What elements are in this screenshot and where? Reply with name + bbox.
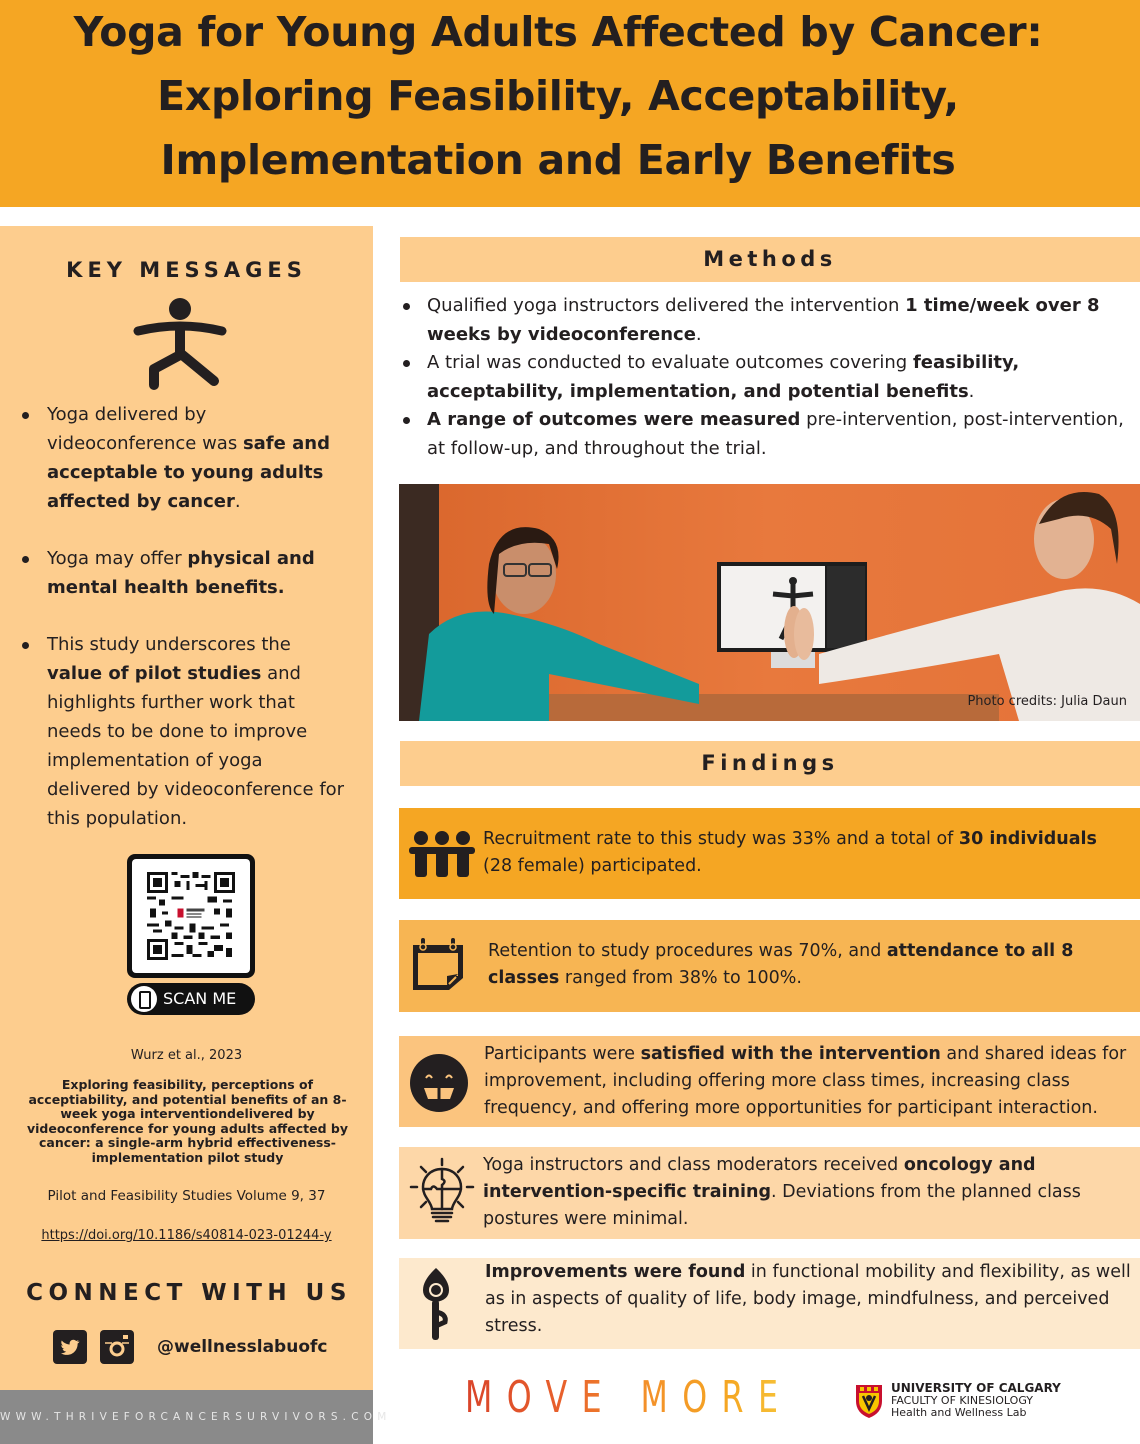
instagram-icon[interactable] [100,1330,134,1364]
yoga-pose-icon [130,297,230,392]
faculty-name: FACULTY OF KINESIOLOGY [891,1393,1034,1407]
lightbulb-puzzle-icon [409,1157,475,1229]
tree-pose-icon [419,1266,453,1342]
page-title [0,0,1116,192]
finding-text: Improvements were found in functional mobility and flexibility, as well as in aspects of quality of life, body image, mindfulness, and perceived stress. [485,1262,1131,1336]
finding-text: Participants were satisfied with the intervention and shared ideas for improvement, including offering more class times, increasing class frequency, and offering more opportunities for participant interaction. [484,1044,1127,1118]
twitter-icon[interactable] [53,1330,87,1364]
header-banner [0,0,1140,207]
key-messages-list [18,400,348,861]
website-footer[interactable]: WWW.THRIVEFORCANCERSURVIVORS.COM [0,1390,373,1444]
key-messages-title: KEY MESSAGES [66,258,307,282]
doi-link[interactable]: https://doi.org/10.1186/s40814-023-01244-y [41,1228,332,1243]
title-line-3: Implementation and Early Benefits [160,136,956,184]
university-text [891,1382,1061,1420]
finding-recruitment [399,808,1140,899]
methods-heading: Methods [400,237,1140,282]
finding-satisfaction [399,1036,1140,1127]
university-logo [855,1382,1061,1420]
group-people-icon [409,830,475,878]
university-name: UNIVERSITY OF CALGARY [891,1381,1061,1395]
lab-name: Health and Wellness Lab [891,1406,1027,1419]
finding-text: Recruitment rate to this study was 33% and a total of 30 individuals (28 female) participated. [483,829,1097,876]
methods-item: Qualified yoga instructors delivered the intervention 1 time/week over 8 weeks by videoconference. [400,292,1140,349]
scan-me-label: SCAN ME [163,989,237,1008]
methods-item: A range of outcomes were measured pre-intervention, post-intervention, at follow-up, and throughout the trial. [400,406,1140,463]
methods-list [400,292,1140,464]
citation-journal: Pilot and Feasibility Studies Volume 9, 37 [47,1188,326,1204]
methods-item: A trial was conducted to evaluate outcomes covering feasibility, acceptability, implementation, and potential benefits. [400,349,1140,406]
phone-icon [131,986,157,1012]
findings-heading: Findings [400,741,1140,786]
photo-illustration [399,484,1140,721]
finding-retention [399,920,1140,1012]
move-more-text: MOVE MORE [465,1372,793,1423]
social-links [53,1329,327,1365]
calendar-icon [409,936,467,992]
finding-improvements [399,1258,1140,1349]
title-line-1: Yoga for Young Adults Affected by Cancer: [73,8,1043,56]
citation-author: Wurz et al., 2023 [130,1048,243,1063]
title-line-2: Exploring Feasibility, Acceptability, [157,72,959,120]
qr-code[interactable] [127,854,255,978]
finding-text: Retention to study procedures was 70%, and attendance to all 8 classes ranged from 38% to 100%. [488,941,1074,988]
connect-title: CONNECT WITH US [26,1280,352,1306]
key-message-item: Yoga delivered by videoconference was safe and acceptable to young adults affected by cancer. [18,400,348,516]
qr-code-pattern [147,872,235,960]
finding-training [399,1147,1140,1239]
yoga-photo [399,484,1140,721]
photo-credit: Photo credits: Julia Daun [967,694,1127,709]
move-more-logo [465,1372,792,1423]
social-handle[interactable]: @wellnesslabuofc [157,1337,328,1357]
key-message-item: This study underscores the value of pilot studies and highlights further work that needs to be done to improve implementation of yoga delivered by videoconference for this population. [18,630,348,833]
university-shield-icon [855,1383,883,1419]
scan-me-button[interactable] [127,983,255,1015]
finding-text: Yoga instructors and class moderators received oncology and intervention-specific training. Deviations from the planned class postures were minimal. [483,1155,1081,1229]
citation-title: Exploring feasibility, perceptions of acceptiability, and potential benefits of an 8-week yoga interventiondelivered by videoconference for young adults affected by cancer: a single-arm hybrid effectiveness-implementation pilot study [26,1077,349,1165]
key-message-item: Yoga may offer physical and mental health benefits. [18,544,348,602]
smiley-face-icon [409,1053,469,1113]
